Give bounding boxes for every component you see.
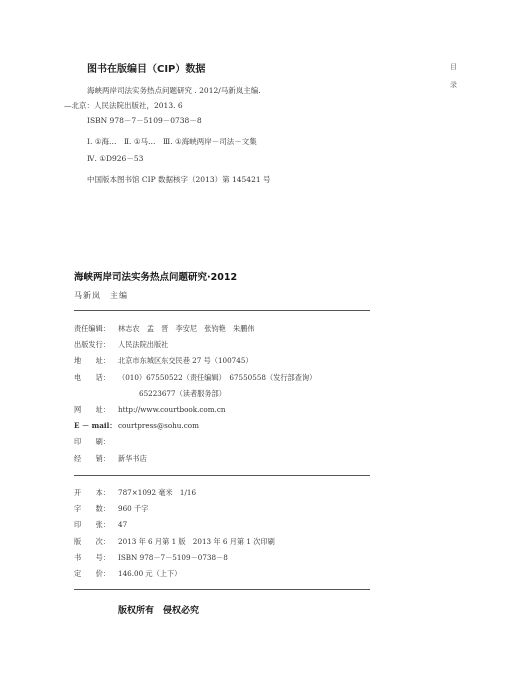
publish-row-distributor xyxy=(74,454,147,464)
divider-middle xyxy=(74,475,370,476)
cip-line-classification: Ⅳ. ①D926－53 xyxy=(87,154,144,163)
side-char-top: 目 xyxy=(450,63,457,71)
spec-value: ISBN 978－7－5109－0738－8 xyxy=(118,553,228,562)
spec-value: 47 xyxy=(118,520,128,529)
publish-value: 林志农 孟 晋 李安尼 张钧艳 朱鹏伟 xyxy=(118,324,255,333)
spec-value: 146.00 元（上下） xyxy=(118,569,182,578)
publish-key: 印 刷： xyxy=(74,437,110,446)
publish-website-link[interactable]: http://www.courtbook.com.cn xyxy=(118,405,226,414)
publish-key: 网 址： xyxy=(74,405,110,414)
spec-row-edition xyxy=(74,537,275,547)
publish-key: 经 销： xyxy=(74,454,110,463)
cip-line-record-number: 中国版本图书馆 CIP 数据核字（2013）第 145421 号 xyxy=(87,175,271,184)
publish-value: 北京市东城区东交民巷 27 号（100745） xyxy=(118,356,253,365)
publish-value: 新华书店 xyxy=(118,454,147,463)
publish-row-editors xyxy=(74,324,255,334)
book-editor: 马新岚 主编 xyxy=(74,291,128,300)
spec-value: 2013 年 6 月第 1 版 2013 年 6 月第 1 次印刷 xyxy=(118,537,275,546)
publish-value: 65223677（读者服务部） xyxy=(139,389,226,398)
spec-key: 版 次： xyxy=(74,537,110,546)
spec-key: 字 数： xyxy=(74,504,110,513)
side-char-bottom: 录 xyxy=(450,81,457,89)
divider-top xyxy=(74,310,370,311)
cip-line-publisher: —北京：人民法院出版社，2013. 6 xyxy=(64,101,183,110)
publish-row-publisher xyxy=(74,340,168,350)
publish-row-printer xyxy=(74,437,118,447)
spec-row-format xyxy=(74,488,196,498)
publish-value: （010）67550522（责任编辑） 67550558（发行部查询） xyxy=(118,373,317,382)
spec-row-price xyxy=(74,569,181,579)
publish-value: 人民法院出版社 xyxy=(118,340,169,349)
publish-row-email xyxy=(74,421,199,431)
spec-key: 书 号： xyxy=(74,553,110,562)
cip-title: 图书在版编目（CIP）数据 xyxy=(87,64,206,75)
cip-line-subjects: Ⅰ. ①海… Ⅱ. ①马… Ⅲ. ①海峡两岸－司法－文集 xyxy=(87,137,257,146)
publish-key: 责任编辑： xyxy=(74,324,110,333)
publish-row-address xyxy=(74,356,253,366)
spec-key: 开 本： xyxy=(74,488,110,497)
spec-row-sheets xyxy=(74,520,127,530)
divider-bottom xyxy=(74,589,370,590)
publish-row-phone xyxy=(74,373,316,383)
publish-email-link[interactable]: courtpress@sohu.com xyxy=(118,421,199,430)
spec-value: 960 千字 xyxy=(118,504,149,513)
spec-row-word-count xyxy=(74,504,148,514)
spec-key: 印 张： xyxy=(74,520,110,529)
publish-key: E － mail： xyxy=(74,421,117,430)
cip-line-title: 海峡两岸司法实务热点问题研究 . 2012/马新岚主编. xyxy=(87,86,261,95)
publish-key: 地 址： xyxy=(74,356,110,365)
publish-row-phone-reader xyxy=(74,389,226,399)
spec-value: 787×1092 毫米 1/16 xyxy=(118,488,197,497)
publish-key: 电 话： xyxy=(74,373,110,382)
spec-row-isbn xyxy=(74,553,228,563)
publish-key: 出版发行： xyxy=(74,340,110,349)
spec-key: 定 价： xyxy=(74,569,110,578)
cip-line-isbn: ISBN 978－7－5109－0738－8 xyxy=(87,116,202,125)
copyright-notice: 版权所有 侵权必究 xyxy=(118,606,200,616)
publish-row-website xyxy=(74,405,225,415)
book-title: 海峡两岸司法实务热点问题研究·2012 xyxy=(74,272,238,283)
